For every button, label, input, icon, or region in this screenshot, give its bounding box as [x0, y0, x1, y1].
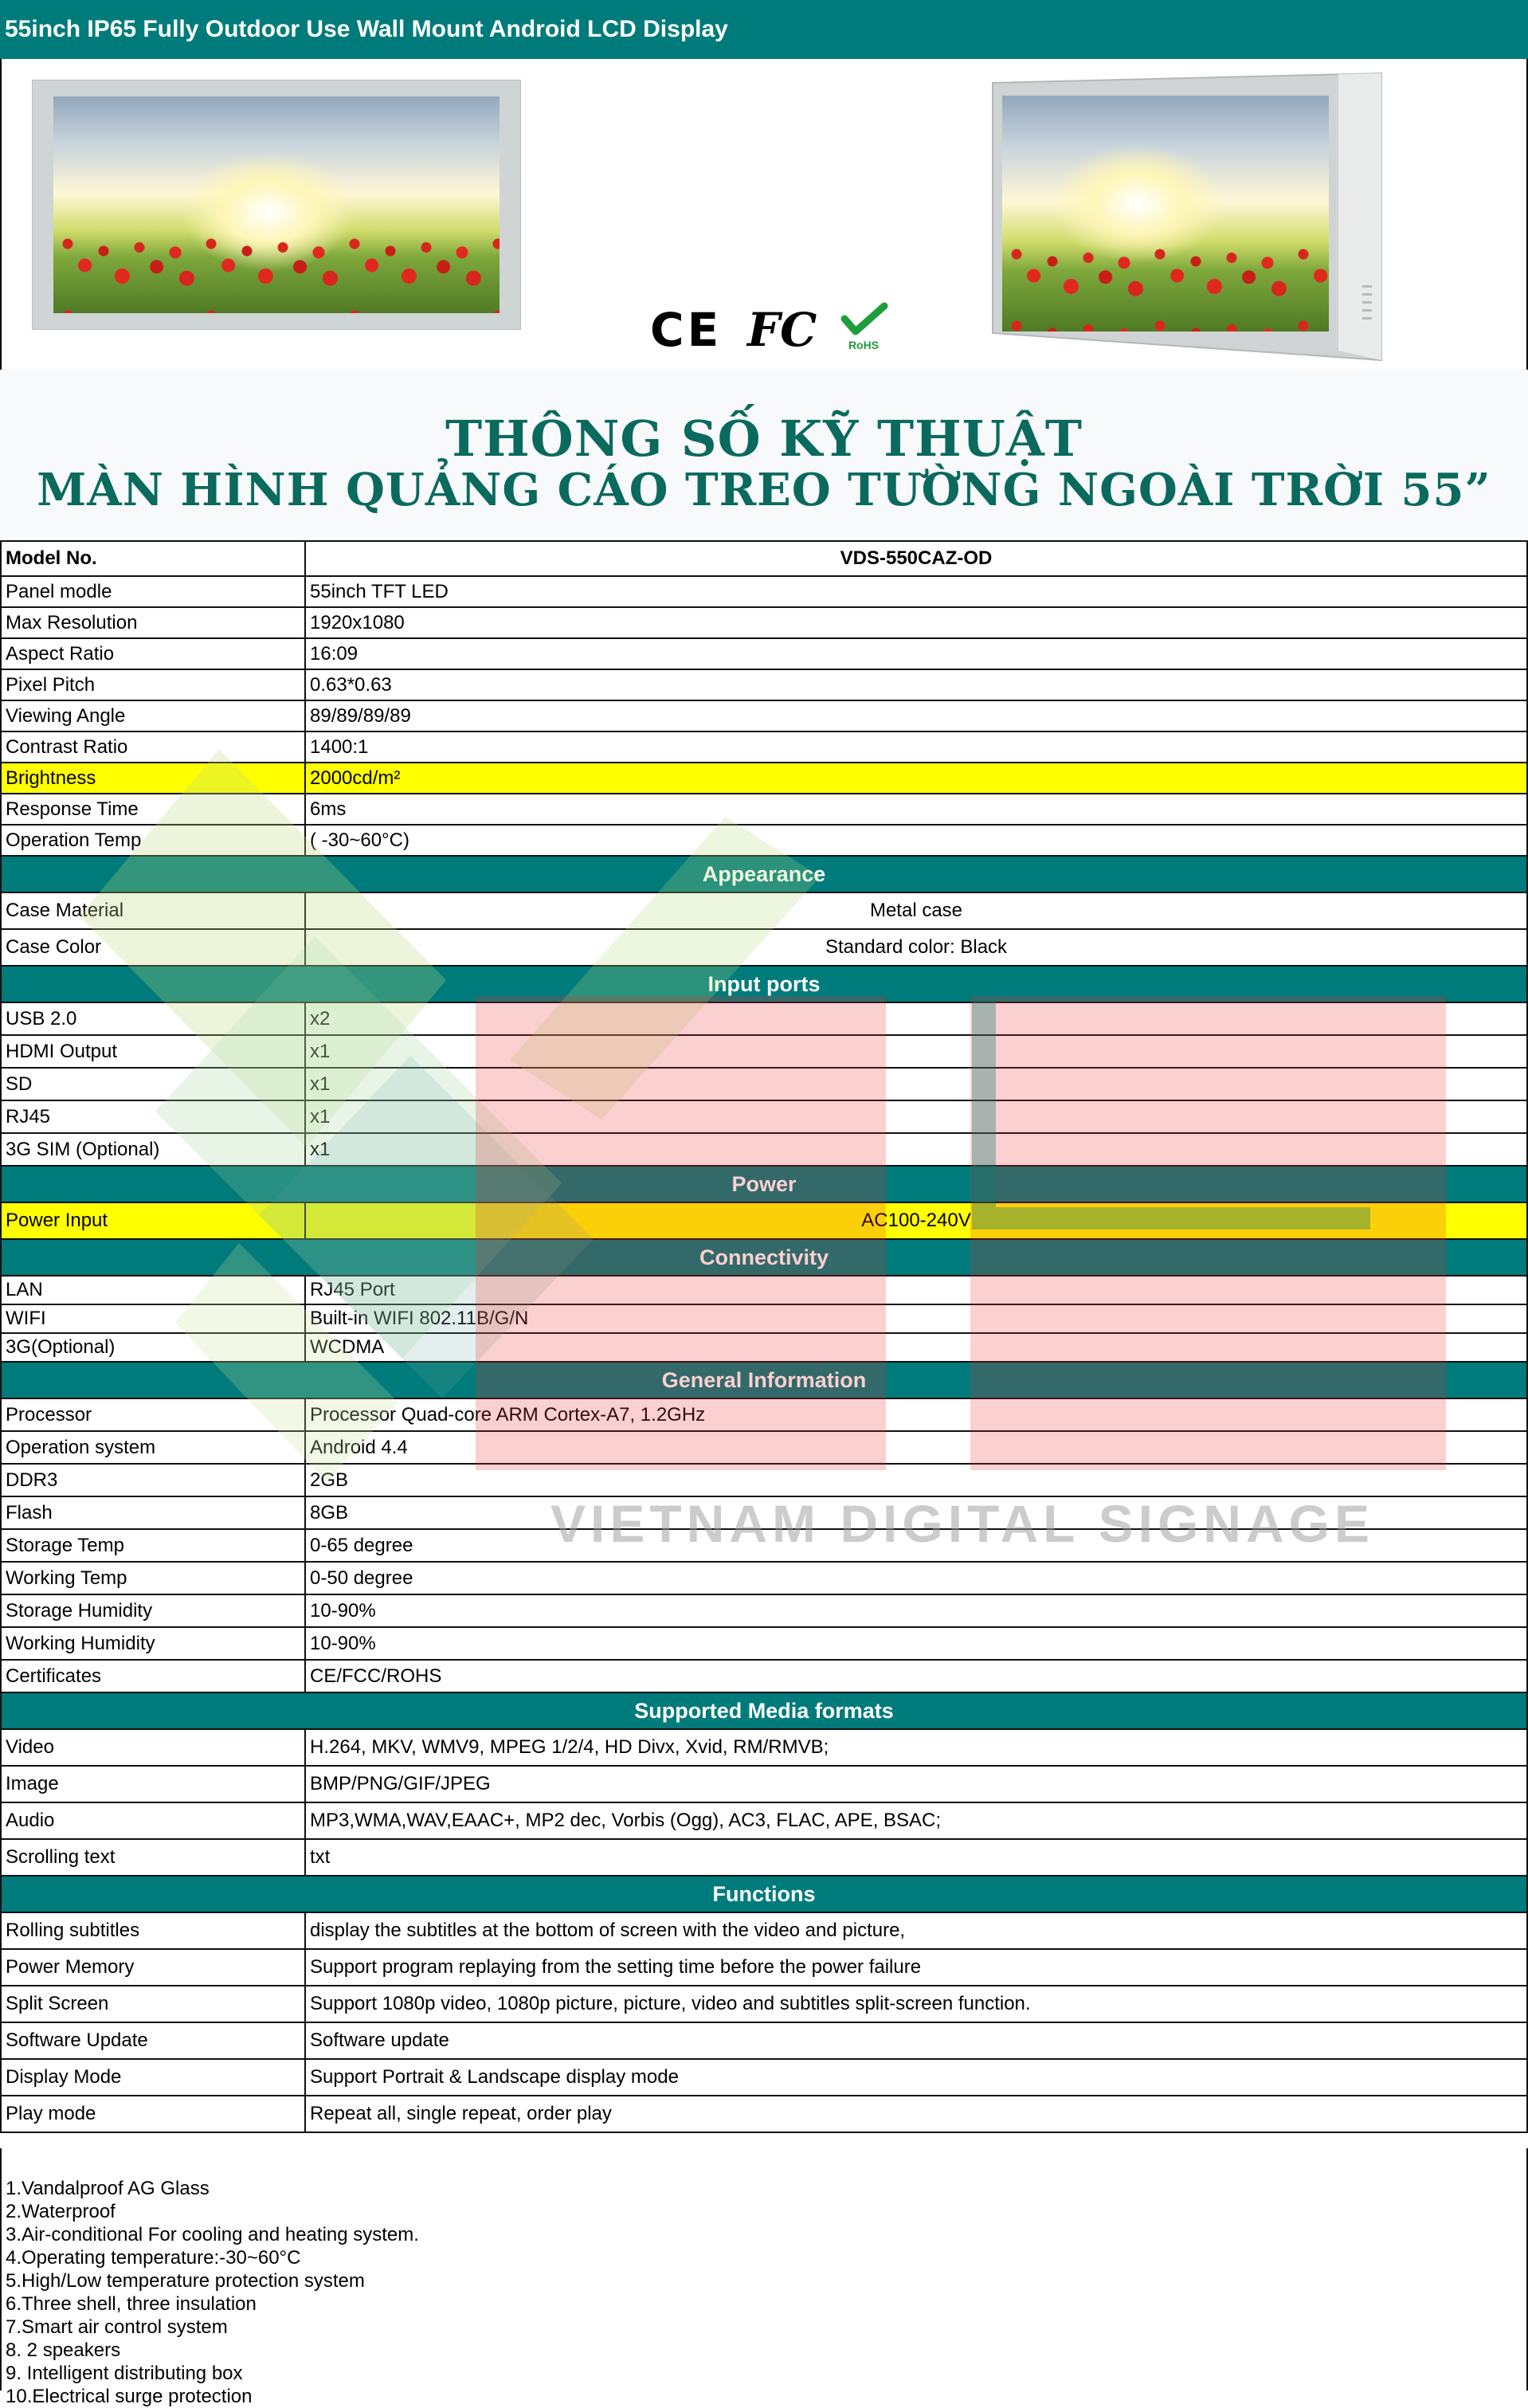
list-item: 8. 2 speakers	[6, 2339, 121, 2361]
spec-label: Power Input	[1, 1202, 305, 1239]
spec-label: Aspect Ratio	[1, 638, 305, 669]
section-title: Functions	[1, 1876, 1527, 1912]
left-border	[0, 59, 2, 370]
spec-label: Flash	[1, 1496, 305, 1529]
table-row	[1, 2059, 1527, 2096]
table-row	[1, 929, 1527, 966]
ce-logo: CE	[650, 303, 723, 357]
table-row	[1, 607, 1527, 638]
spec-label: Certificates	[1, 1660, 305, 1692]
spec-label: 3G(Optional)	[1, 1333, 305, 1362]
spec-value: AC100-240V	[305, 1202, 1527, 1239]
spec-label: Play mode	[1, 2096, 305, 2132]
section-title: Appearance	[1, 856, 1527, 892]
spec-value: CE/FCC/ROHS	[305, 1660, 1527, 1692]
rohs-logo	[840, 304, 887, 354]
table-row	[1, 1729, 1527, 1766]
spec-label: Contrast Ratio	[1, 731, 305, 763]
section-title: Input ports	[1, 966, 1527, 1002]
spec-value: ( -30~60°C)	[305, 825, 1527, 856]
table-row	[1, 1035, 1527, 1068]
spec-value: 0-65 degree	[305, 1529, 1527, 1562]
spec-label: Storage Temp	[1, 1529, 305, 1562]
spec-label: Max Resolution	[1, 607, 305, 638]
spec-label: Processor	[1, 1398, 305, 1431]
spec-label: 3G SIM (Optional)	[1, 1133, 305, 1166]
table-row	[1, 1431, 1527, 1464]
spec-value: x1	[305, 1068, 1527, 1100]
table-row	[1, 1333, 1527, 1362]
table-row	[1, 1594, 1527, 1627]
spec-label: Software Update	[1, 2022, 305, 2059]
spec-label: Split Screen	[1, 1986, 305, 2022]
spec-value: Metal case	[305, 892, 1527, 929]
spec-value: 16:09	[305, 638, 1527, 669]
spec-value: 10-90%	[305, 1594, 1527, 1627]
table-row	[1, 1496, 1527, 1529]
header-title: 55inch IP65 Fully Outdoor Use Wall Mount Android LCD Display	[5, 16, 728, 42]
table-row	[1, 731, 1527, 763]
table-row	[1, 669, 1527, 700]
table-row	[1, 1627, 1527, 1660]
spec-label: Case Color	[1, 929, 305, 966]
table-row-highlighted	[1, 763, 1527, 794]
table-row	[1, 1002, 1527, 1035]
spec-label: Display Mode	[1, 2059, 305, 2096]
spec-label: RJ45	[1, 1100, 305, 1133]
spec-value: x1	[305, 1133, 1527, 1166]
watermark-text: VIETNAM DIGITAL SIGNAGE	[550, 1494, 1374, 1553]
spec-value: txt	[305, 1839, 1527, 1876]
spec-value: H.264, MKV, WMV9, MPEG 1/2/4, HD Divx, Xvid, RM/RMVB;	[305, 1729, 1527, 1766]
spec-label: Image	[1, 1766, 305, 1802]
spec-label: LAN	[1, 1276, 305, 1304]
list-item: 4.Operating temperature:-30~60°C	[6, 2247, 301, 2269]
list-item: 9. Intelligent distributing box	[6, 2363, 243, 2384]
table-row	[1, 2022, 1527, 2059]
spec-label: Panel modle	[1, 576, 305, 607]
spec-value: RJ45 Port	[305, 1276, 1527, 1304]
spec-value: MP3,WMA,WAV,EAAC+, MP2 dec, Vorbis (Ogg), AC3, FLAC, APE, BSAC;	[305, 1802, 1527, 1839]
rohs-check-icon	[840, 304, 887, 336]
spec-value: x2	[305, 1002, 1527, 1035]
spec-label: USB 2.0	[1, 1002, 305, 1035]
spec-label: Power Memory	[1, 1949, 305, 1986]
spec-value: 8GB	[305, 1496, 1527, 1529]
section-header-functions	[1, 1876, 1527, 1912]
spec-value: Support 1080p video, 1080p picture, picture, video and subtitles split-screen function.	[305, 1986, 1527, 2022]
fc-logo: FC	[747, 303, 817, 357]
spec-value: Repeat all, single repeat, order play	[305, 2096, 1527, 2132]
spec-label: Working Humidity	[1, 1627, 305, 1660]
table-row	[1, 794, 1527, 825]
spec-value: x1	[305, 1035, 1527, 1068]
spec-value: Android 4.4	[305, 1431, 1527, 1464]
spec-value: 1400:1	[305, 731, 1527, 763]
title-banner	[0, 370, 1528, 540]
table-row	[1, 1100, 1527, 1133]
table-row	[1, 700, 1527, 731]
table-row	[1, 541, 1527, 576]
section-header-media	[1, 1692, 1527, 1729]
spec-value: 6ms	[305, 794, 1527, 825]
table-row	[1, 1276, 1527, 1304]
spec-value: Built-in WIFI 802.11B/G/N	[305, 1304, 1527, 1333]
spec-value: 1920x1080	[305, 607, 1527, 638]
spec-label: Response Time	[1, 794, 305, 825]
banner-title-line2: MÀN HÌNH QUẢNG CÁO TREO TƯỜNG NGOÀI TRỜI 55”	[37, 464, 1491, 516]
section-title: Connectivity	[1, 1239, 1527, 1276]
table-row-highlighted	[1, 1202, 1527, 1239]
spec-value: 0-50 degree	[305, 1562, 1527, 1594]
section-title: Supported Media formats	[1, 1692, 1527, 1729]
table-row	[1, 825, 1527, 856]
spec-label: Working Temp	[1, 1562, 305, 1594]
spec-label: DDR3	[1, 1464, 305, 1496]
features-list	[0, 2148, 1528, 2407]
spec-label: WIFI	[1, 1304, 305, 1333]
list-item: 5.High/Low temperature protection system	[6, 2270, 365, 2292]
table-row	[1, 1068, 1527, 1100]
table-row	[1, 638, 1527, 669]
spec-value: Software update	[305, 2022, 1527, 2059]
spec-label: SD	[1, 1068, 305, 1100]
table-row	[1, 2096, 1527, 2132]
spec-label: Viewing Angle	[1, 700, 305, 731]
table-row	[1, 1839, 1527, 1876]
section-title: Power	[1, 1166, 1527, 1202]
spec-label: Operation Temp	[1, 825, 305, 856]
spec-value: display the subtitles at the bottom of screen with the video and picture,	[305, 1912, 1527, 1949]
table-row	[1, 1802, 1527, 1839]
product-image-angled	[988, 70, 1391, 363]
spec-value: Support program replaying from the setting time before the power failure	[305, 1949, 1527, 1986]
table-row	[1, 1464, 1527, 1496]
spec-label: HDMI Output	[1, 1035, 305, 1068]
model-label: Model No.	[1, 541, 305, 576]
spec-label: Video	[1, 1729, 305, 1766]
table-row	[1, 1949, 1527, 1986]
spec-value: 89/89/89/89	[305, 700, 1527, 731]
model-value: VDS-550CAZ-OD	[305, 541, 1527, 576]
spec-label: Storage Humidity	[1, 1594, 305, 1627]
spec-label: Rolling subtitles	[1, 1912, 305, 1949]
spec-value: 55inch TFT LED	[305, 576, 1527, 607]
spec-value: 0.63*0.63	[305, 669, 1527, 700]
specification-table	[0, 540, 1528, 2133]
spec-label: Audio	[1, 1802, 305, 1839]
rohs-label: RoHS	[848, 339, 880, 351]
spec-value: Standard color: Black	[305, 929, 1527, 966]
table-row	[1, 1562, 1527, 1594]
page-header	[0, 0, 1528, 59]
list-item: 7.Smart air control system	[6, 2316, 228, 2338]
spec-value: 10-90%	[305, 1627, 1527, 1660]
product-image-front	[32, 80, 521, 330]
table-row	[1, 576, 1527, 607]
spec-value: Processor Quad-core ARM Cortex-A7, 1.2GHz	[305, 1398, 1527, 1431]
table-row	[1, 1133, 1527, 1166]
list-item: 3.Air-conditional For cooling and heating system.	[6, 2224, 419, 2245]
spec-label: Pixel Pitch	[1, 669, 305, 700]
table-row	[1, 1986, 1527, 2022]
table-row	[1, 1912, 1527, 1949]
spec-value: BMP/PNG/GIF/JPEG	[305, 1766, 1527, 1802]
spec-label: Scrolling text	[1, 1839, 305, 1876]
table-row	[1, 1398, 1527, 1431]
list-item: 2.Waterproof	[6, 2201, 116, 2222]
section-header-general	[1, 1362, 1527, 1398]
spec-value: 2000cd/m²	[305, 763, 1527, 794]
spec-value: 2GB	[305, 1464, 1527, 1496]
section-header-input-ports	[1, 966, 1527, 1002]
section-header-appearance	[1, 856, 1527, 892]
section-header-connectivity	[1, 1239, 1527, 1276]
spec-label: Operation system	[1, 1431, 305, 1464]
spec-label: Brightness	[1, 763, 305, 794]
table-row	[1, 1304, 1527, 1333]
table-row	[1, 1529, 1527, 1562]
list-item: 1.Vandalproof AG Glass	[6, 2178, 210, 2199]
spec-label: Case Material	[1, 892, 305, 929]
spec-value: x1	[305, 1100, 1527, 1133]
section-title: General Information	[1, 1362, 1527, 1398]
list-item: 10.Electrical surge protection	[6, 2386, 253, 2407]
section-header-power	[1, 1166, 1527, 1202]
banner-title-line1: THÔNG SỐ KỸ THUẬT	[445, 410, 1083, 468]
list-item: 6.Three shell, three insulation	[6, 2293, 257, 2315]
table-row	[1, 1660, 1527, 1692]
table-row	[1, 892, 1527, 929]
table-row	[1, 1766, 1527, 1802]
spec-value: Support Portrait & Landscape display mode	[305, 2059, 1527, 2096]
spec-value: WCDMA	[305, 1333, 1527, 1362]
